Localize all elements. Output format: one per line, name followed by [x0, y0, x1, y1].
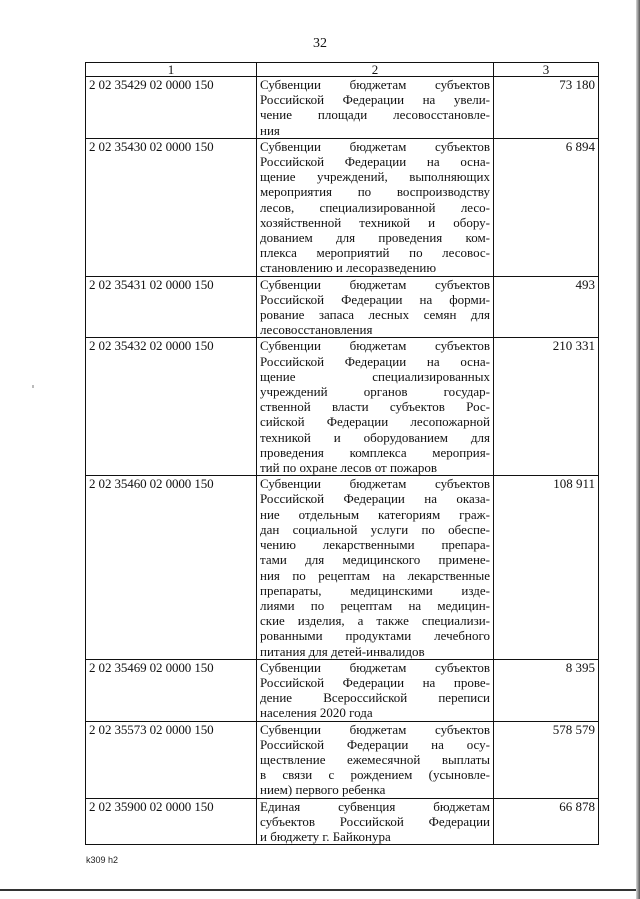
amount-cell: 8 395 [494, 659, 599, 721]
description-cell [257, 476, 494, 659]
description-line: нием) первого ребенка [260, 782, 386, 798]
description-line: лиями по рецептам на медицин- [260, 597, 490, 613]
description-line: Субвенции бюджетам субъектов [260, 659, 490, 675]
description-cell [257, 276, 494, 338]
header-col-3: 3 [494, 63, 599, 77]
description-cell [257, 798, 494, 845]
budget-code-cell: 2 02 35430 02 0000 150 [86, 138, 257, 276]
description-line: Российской Федерации на осна- [260, 353, 490, 369]
description-line: Российской Федерации на форми- [260, 291, 490, 307]
table-row [86, 659, 599, 721]
amount-cell: 73 180 [494, 77, 599, 139]
amount-cell: 493 [494, 276, 599, 338]
scan-right-edge [636, 0, 640, 899]
description-line: Российской Федерации на оказа- [260, 491, 490, 507]
budget-table [85, 62, 599, 845]
table-row [86, 721, 599, 798]
description-line: проведения комплекса мероприя- [260, 444, 490, 460]
description-line: хозяйственной техникой и обору- [260, 214, 490, 230]
description-line: сийской Федерации лесопожарной [260, 414, 490, 430]
description-line: Российской Федерации на увели- [260, 92, 490, 108]
description-line: Субвенции бюджетам субъектов [260, 276, 490, 292]
table-row [86, 77, 599, 139]
scan-bottom-rule [0, 889, 640, 891]
budget-code-cell: 2 02 35469 02 0000 150 [86, 659, 257, 721]
description-line: ния [260, 122, 280, 138]
budget-code-cell: 2 02 35429 02 0000 150 [86, 77, 257, 139]
amount-cell: 66 878 [494, 798, 599, 845]
description-line: плекса мероприятий по лесовос- [260, 245, 490, 261]
description-line: мероприятия по воспроизводству [260, 184, 490, 200]
budget-code-cell: 2 02 35431 02 0000 150 [86, 276, 257, 338]
description-line: Субвенции бюджетам субъектов [260, 476, 490, 492]
description-line: в связи с рождением (усыновле- [260, 767, 490, 783]
description-line: чению лекарственными препара- [260, 537, 490, 553]
description-line: Субвенции бюджетам субъектов [260, 721, 490, 737]
description-cell [257, 721, 494, 798]
table-row [86, 476, 599, 659]
amount-cell: 578 579 [494, 721, 599, 798]
description-line: ственной власти субъектов Рос- [260, 399, 490, 415]
description-line: Единая субвенция бюджетам [260, 798, 490, 814]
description-line: Субвенции бюджетам субъектов [260, 138, 490, 154]
amount-cell: 210 331 [494, 338, 599, 476]
description-line: дованием для проведения ком- [260, 230, 490, 246]
description-line: рованными продуктами лечебного [260, 628, 490, 644]
description-line: чение площади лесовосстановле- [260, 107, 490, 123]
description-line: Российской Федерации на осна- [260, 154, 490, 170]
header-col-1: 1 [86, 63, 257, 77]
description-cell [257, 659, 494, 721]
description-line: Российской Федерации на осу- [260, 736, 490, 752]
description-line: тий по охране лесов от пожаров [260, 460, 437, 476]
description-line: техникой и оборудованием для [260, 429, 490, 445]
amount-cell: 108 911 [494, 476, 599, 659]
description-line: питания для детей-инвалидов [260, 643, 425, 659]
description-line: ния по рецептам на лекарственные [260, 567, 490, 583]
header-col-2: 2 [257, 63, 494, 77]
budget-code-cell: 2 02 35573 02 0000 150 [86, 721, 257, 798]
budget-code-cell: 2 02 35432 02 0000 150 [86, 338, 257, 476]
description-cell [257, 338, 494, 476]
description-line: Субвенции бюджетам субъектов [260, 338, 490, 354]
description-line: населения 2020 года [260, 705, 373, 721]
description-cell [257, 77, 494, 139]
budget-code-cell: 2 02 35900 02 0000 150 [86, 798, 257, 845]
description-line: дан социальной услуги по обеспе- [260, 521, 490, 537]
description-line: ские изделия, а также специализи- [260, 613, 490, 629]
description-line: щение учреждений, выполняющих [260, 169, 490, 185]
description-line: препараты, медицинскими изде- [260, 582, 490, 598]
document-footer-code: k309 h2 [86, 855, 119, 865]
table-row [86, 338, 599, 476]
description-line: становлению и лесоразведению [260, 260, 437, 276]
description-line: лесовосстановления [260, 322, 373, 338]
amount-cell: 6 894 [494, 138, 599, 276]
scan-speck [32, 385, 34, 388]
description-line: Субвенции бюджетам субъектов [260, 77, 490, 92]
page-number: 32 [313, 36, 327, 51]
description-line: рование запаса лесных семян для [260, 307, 490, 323]
description-line: субъектов Российской Федерации [260, 813, 490, 829]
table-row [86, 138, 599, 276]
description-line: дение Всероссийской переписи [260, 690, 490, 706]
description-line: ние отдельным категориям граж- [260, 506, 490, 522]
table-row [86, 798, 599, 845]
description-line: учреждений органов государ- [260, 384, 490, 400]
table-header-row [86, 63, 599, 77]
description-line: ществление ежемесячной выплаты [260, 751, 490, 767]
description-line: тами для медицинского примене- [260, 552, 490, 568]
description-line: и бюджету г. Байконура [260, 828, 391, 844]
budget-code-cell: 2 02 35460 02 0000 150 [86, 476, 257, 659]
description-line: лесов, специализированной лесо- [260, 199, 490, 215]
table-row [86, 276, 599, 338]
description-line: Российской Федерации на прове- [260, 674, 490, 690]
description-cell [257, 138, 494, 276]
description-line: щение специализированных [260, 368, 490, 384]
